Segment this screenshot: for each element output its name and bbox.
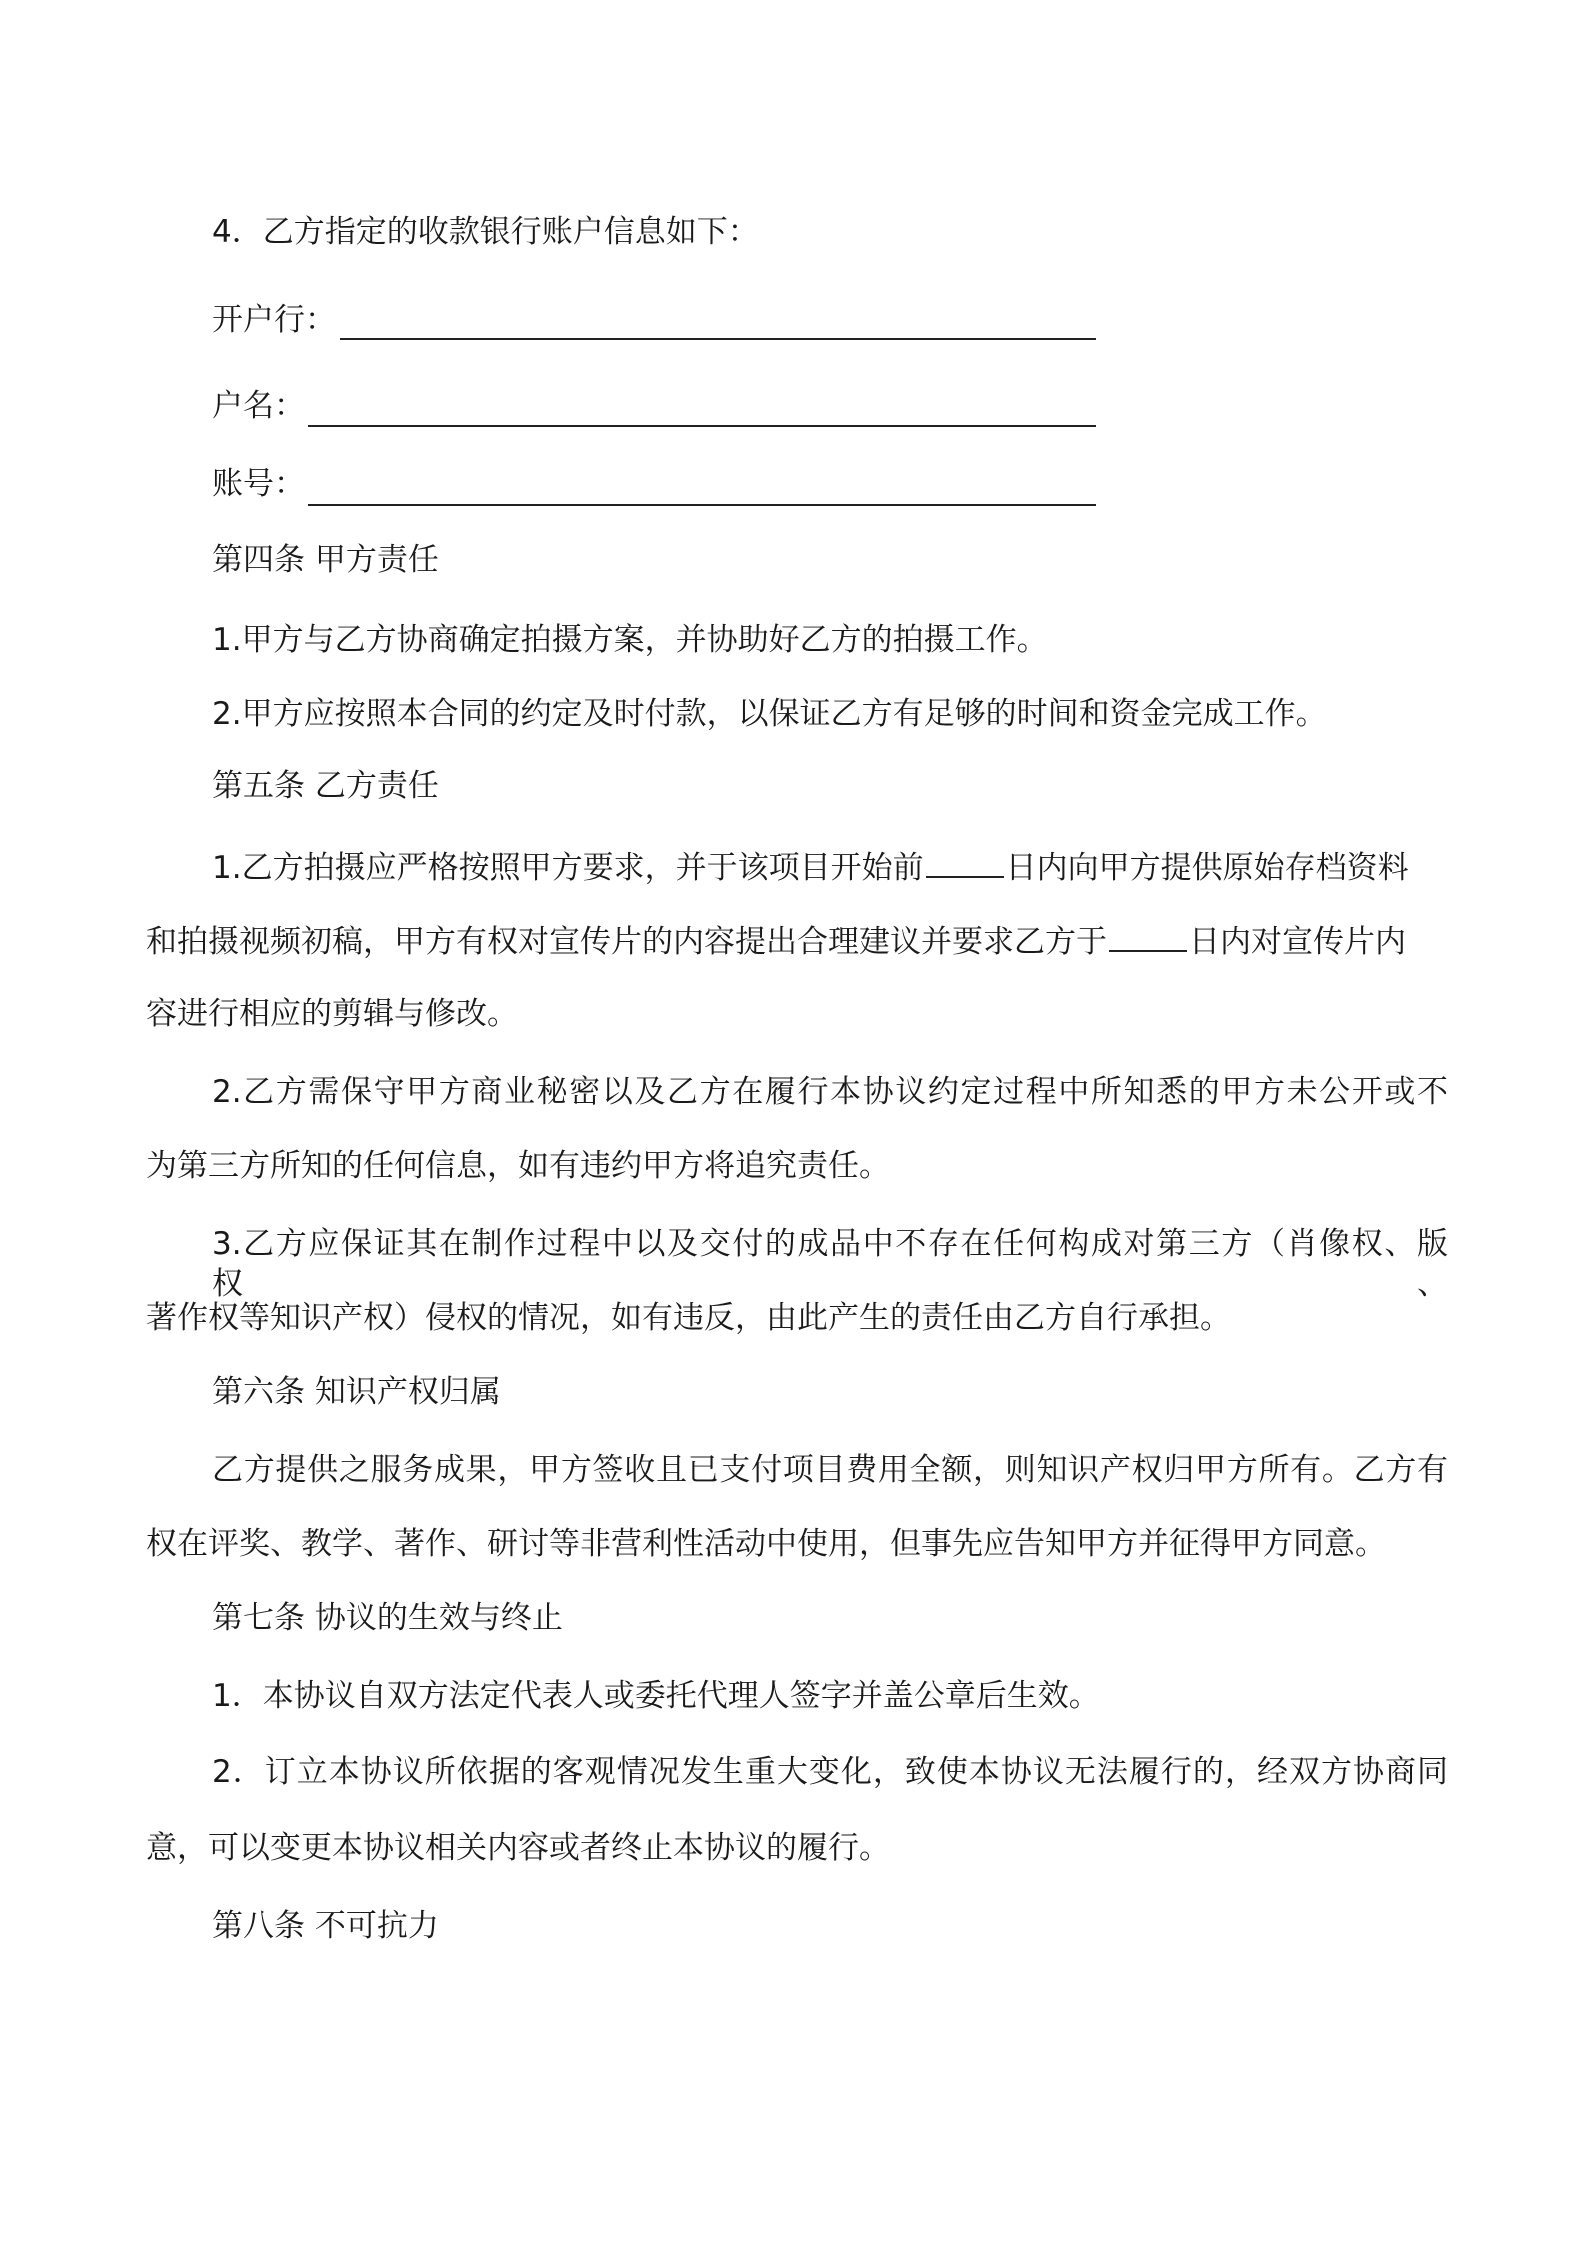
- article-5-item-3-line-2: 著作权等知识产权）侵权的情况，如有违反，由此产生的责任由乙方自行承担。: [146, 1300, 1231, 1336]
- article-7-item-2-line-2: 意，可以变更本协议相关内容或者终止本协议的履行。: [146, 1830, 890, 1866]
- article-6-paragraph-line-1: 乙方提供之服务成果，甲方签收且已支付项目费用全额，则知识产权归甲方所有。乙方有: [212, 1452, 1448, 1488]
- article-5-item-1-text-a: 1.乙方拍摄应严格按照甲方要求，并于该项目开始前: [212, 850, 924, 886]
- article-5-item-1-text-d: 日内对宣传片内: [1189, 924, 1406, 960]
- bank-name-underline: [340, 338, 1096, 340]
- article-5-item-1-text-b: 日内向甲方提供原始存档资料: [1005, 850, 1409, 886]
- account-holder-label: 户名：: [212, 388, 305, 424]
- article-8-title: 第八条 不可抗力: [212, 1908, 439, 1944]
- article-5-item-2-line-2: 为第三方所知的任何信息，如有违约甲方将追究责任。: [146, 1148, 890, 1184]
- account-holder-underline: [308, 425, 1096, 427]
- days-blank-1: [926, 846, 1004, 878]
- article-5-item-2-line-1: 2.乙方需保守甲方商业秘密以及乙方在履行本协议约定过程中所知悉的甲方未公开或不: [212, 1074, 1448, 1110]
- article-5-item-1-text-c: 和拍摄视频初稿，甲方有权对宣传片的内容提出合理建议并要求乙方于: [146, 924, 1107, 960]
- bank-info-intro: 4．乙方指定的收款银行账户信息如下：: [212, 214, 759, 250]
- article-4-title: 第四条 甲方责任: [212, 542, 439, 578]
- article-4-item-1: 1.甲方与乙方协商确定拍摄方案，并协助好乙方的拍摄工作。: [212, 622, 1048, 658]
- article-5-title: 第五条 乙方责任: [212, 768, 439, 804]
- account-number-underline: [308, 504, 1096, 506]
- article-5-item-1-line-1: [212, 846, 1448, 886]
- article-6-paragraph-line-2: 权在评奖、教学、著作、研讨等非营利性活动中使用，但事先应告知甲方并征得甲方同意。: [146, 1526, 1386, 1562]
- account-number-label: 账号：: [212, 466, 305, 502]
- bank-name-label: 开户行：: [212, 302, 336, 338]
- article-4-item-2: 2.甲方应按照本合同的约定及时付款，以保证乙方有足够的时间和资金完成工作。: [212, 696, 1327, 732]
- article-5-item-3-line-1: 3.乙方应保证其在制作过程中以及交付的成品中不存在任何构成对第三方（肖像权、版权、: [212, 1226, 1448, 1302]
- article-7-title: 第七条 协议的生效与终止: [212, 1600, 563, 1636]
- article-7-item-2-line-1: 2．订立本协议所依据的客观情况发生重大变化，致使本协议无法履行的，经双方协商同: [212, 1754, 1448, 1790]
- article-5-item-1-line-2: [146, 920, 1448, 960]
- article-5-item-1-line-3: 容进行相应的剪辑与修改。: [146, 996, 518, 1032]
- days-blank-2: [1109, 920, 1187, 952]
- article-7-item-1: 1．本协议自双方法定代表人或委托代理人签字并盖公章后生效。: [212, 1678, 1100, 1714]
- article-6-title: 第六条 知识产权归属: [212, 1374, 501, 1410]
